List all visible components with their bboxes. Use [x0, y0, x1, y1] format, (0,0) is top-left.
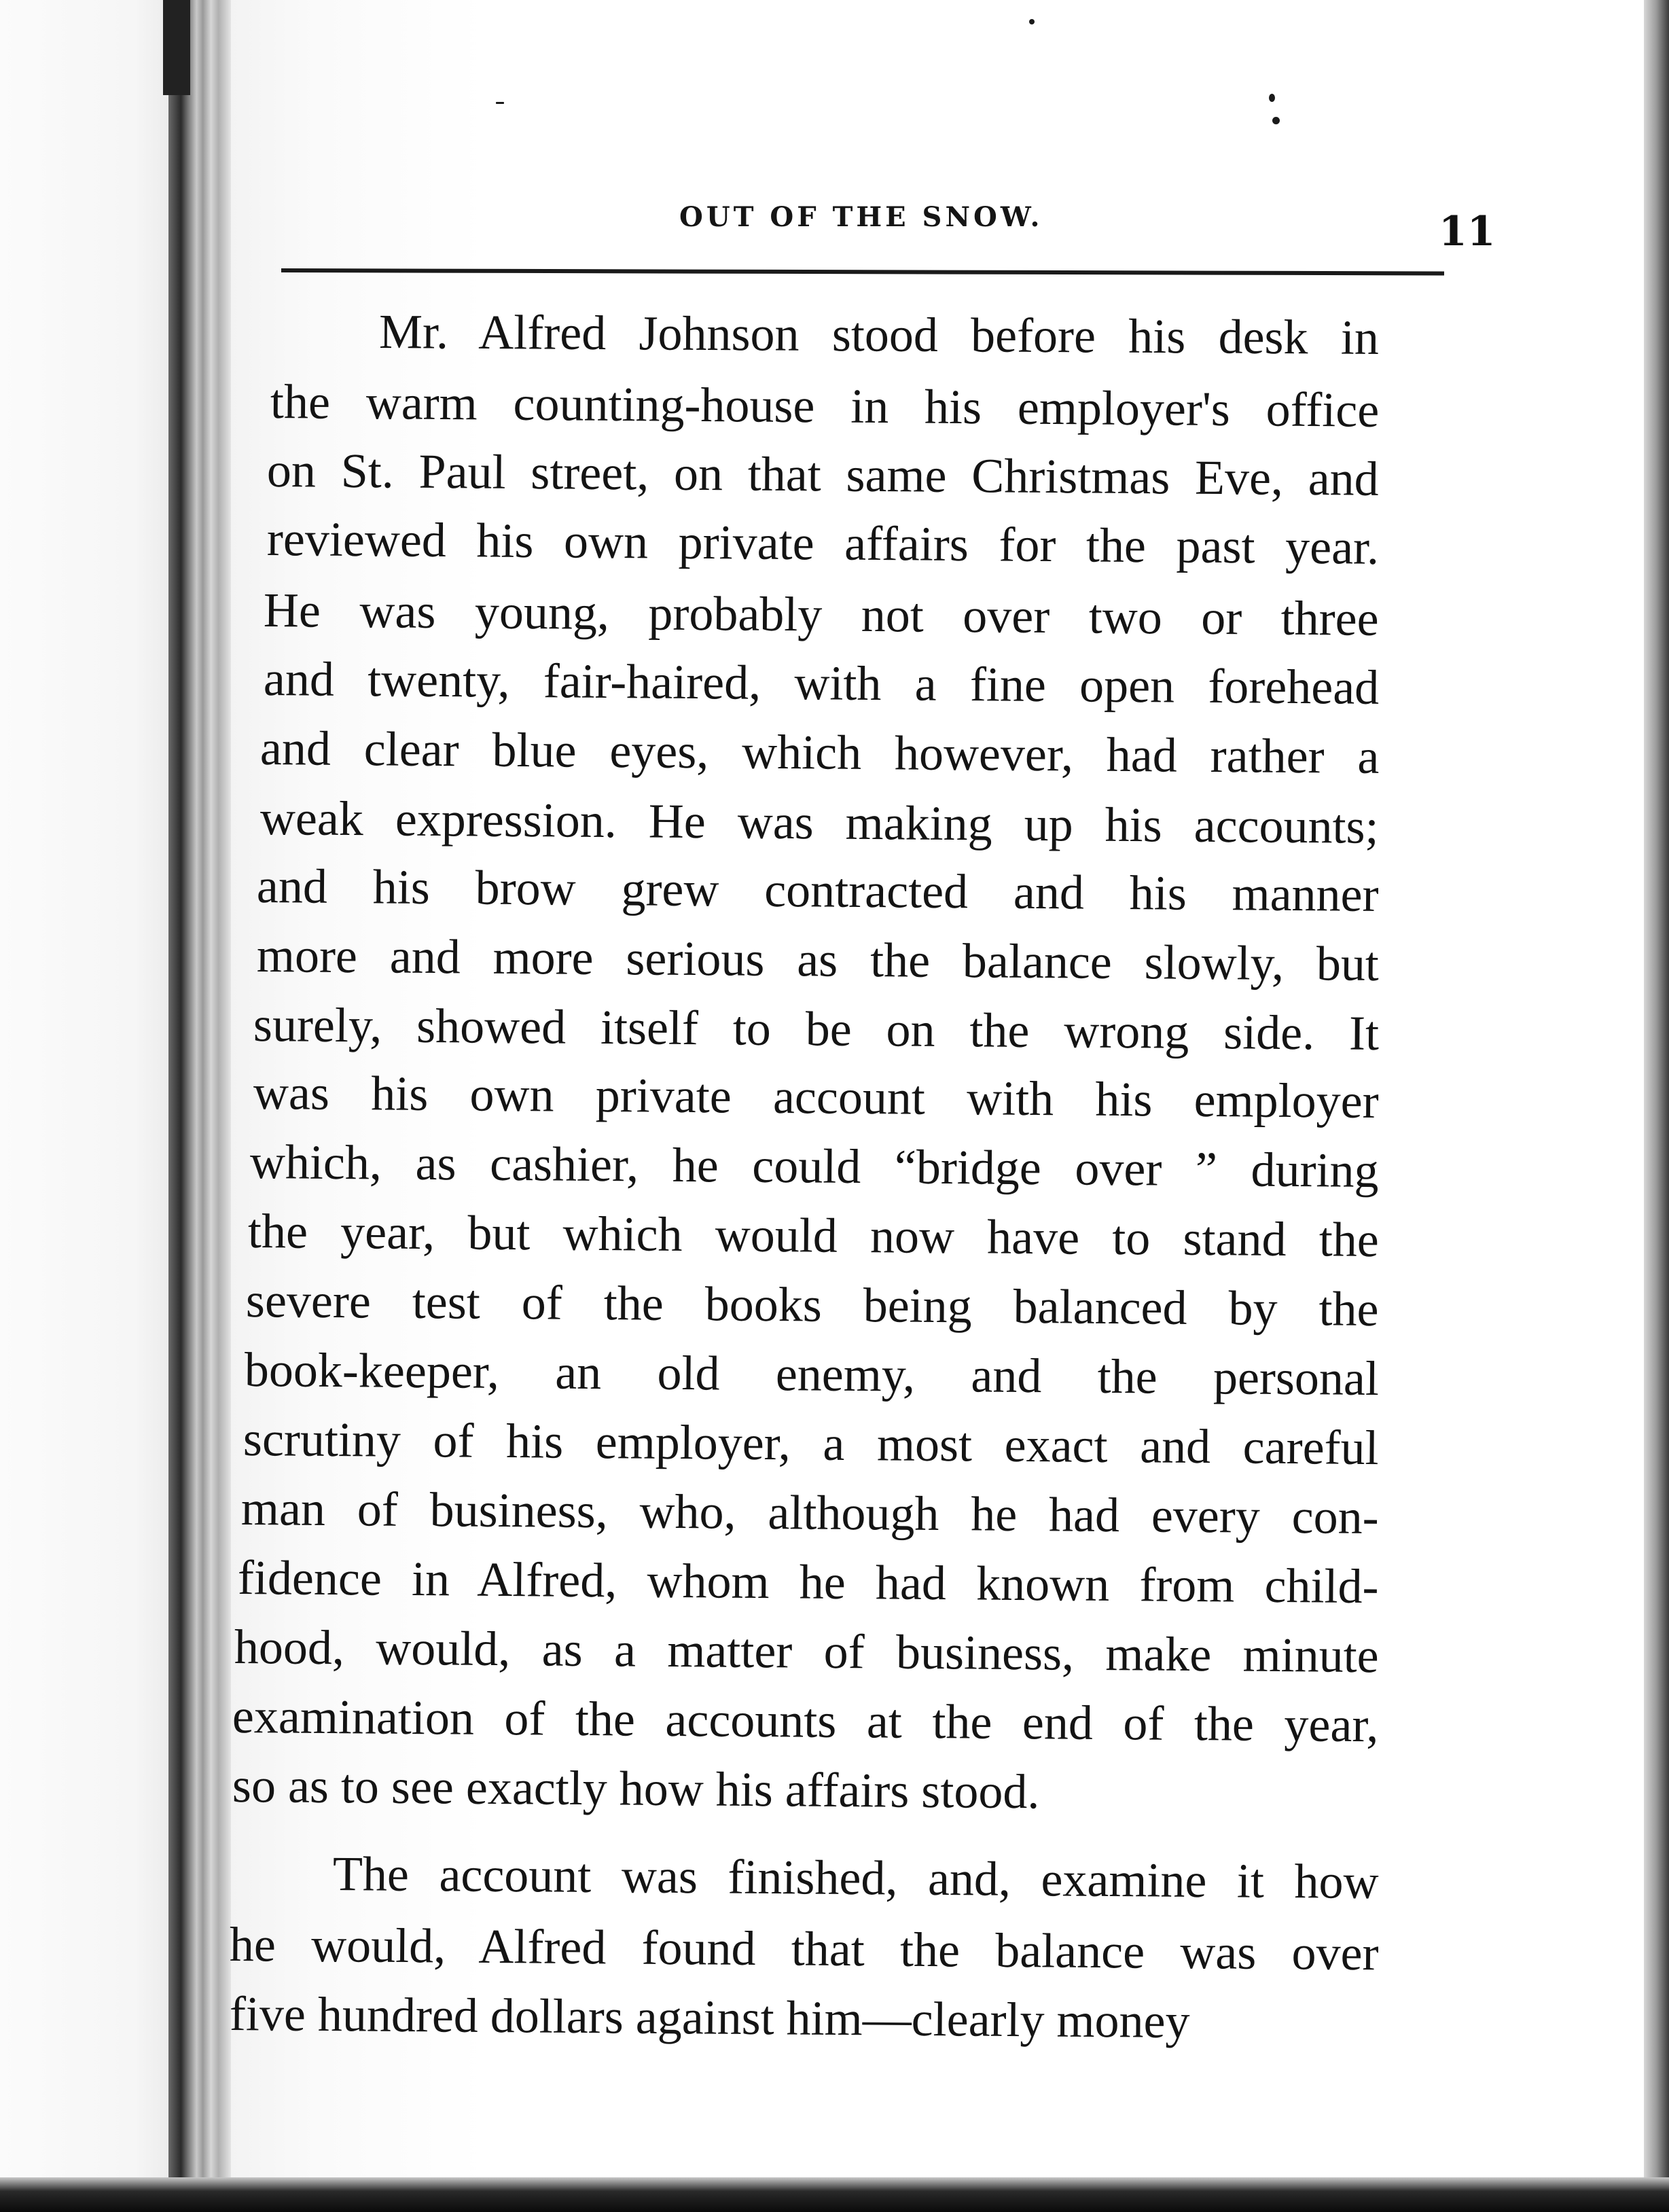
text-line: and his brow grew contracted and his manner: [256, 859, 1379, 922]
right-page-edge: [1644, 0, 1669, 2212]
text-line: the warm counting-house in his employer's office: [270, 374, 1380, 438]
running-head-title: OUT OF THE SNOW.: [679, 201, 1043, 233]
book-gutter: [168, 0, 231, 2212]
text-line: more and more serious as the balance slowly, but: [256, 928, 1380, 991]
text-line: which, as cashier, he could “bridge over ” during: [249, 1135, 1379, 1198]
page-number: 11: [1439, 208, 1496, 255]
text-line: He was young, probably not over two or three: [263, 583, 1379, 646]
text-line: he would, Alfred found that the balance was over: [229, 1917, 1379, 1981]
text-line: and clear blue eyes, which however, had rather a: [259, 721, 1380, 784]
text-line: reviewed his own private affairs for the past year.: [266, 512, 1380, 575]
ink-speck: [1272, 117, 1280, 124]
text-line: examination of the accounts at the end of the year,: [232, 1689, 1379, 1753]
ink-speck: [1269, 94, 1275, 102]
text-line: man of business, who, although he had every con-: [240, 1481, 1379, 1545]
text-line: scrutiny of his employer, a most exact and careful: [243, 1412, 1379, 1476]
text-line: fidence in Alfred, whom he had known from child-: [237, 1550, 1379, 1614]
facing-page-edge: [0, 0, 168, 2212]
text-line: The account was finished, and, examine it how: [332, 1847, 1379, 1910]
text-line: five hundred dollars against him—clearly money: [229, 1986, 1190, 2049]
text-line: severe test of the books being balanced by the: [245, 1273, 1379, 1337]
text-line: surely, showed itself to be on the wrong side. It: [253, 997, 1380, 1061]
ink-speck: [496, 102, 504, 104]
text-line: was his own private account with his employer: [253, 1065, 1379, 1129]
text-line: book-keeper, an old enemy, and the personal: [244, 1342, 1380, 1406]
text-line: and twenty, fair-haired, with a fine open forehead: [263, 652, 1380, 715]
bottom-page-edge: [0, 2177, 1669, 2212]
text-line: Mr. Alfred Johnson stood before his desk in: [378, 304, 1380, 365]
text-line: weak expression. He was making up his accounts;: [259, 791, 1379, 854]
text-line: so as to see exactly how his affairs stood.: [232, 1758, 1040, 1819]
text-line: hood, would, as a matter of business, make minute: [234, 1620, 1379, 1683]
gutter-shadow: [163, 0, 190, 95]
text-line: the year, but which would now have to stand the: [247, 1204, 1380, 1268]
text-line: on St. Paul street, on that same Christmas Eve, and: [266, 443, 1380, 506]
ink-speck: [1029, 19, 1035, 24]
